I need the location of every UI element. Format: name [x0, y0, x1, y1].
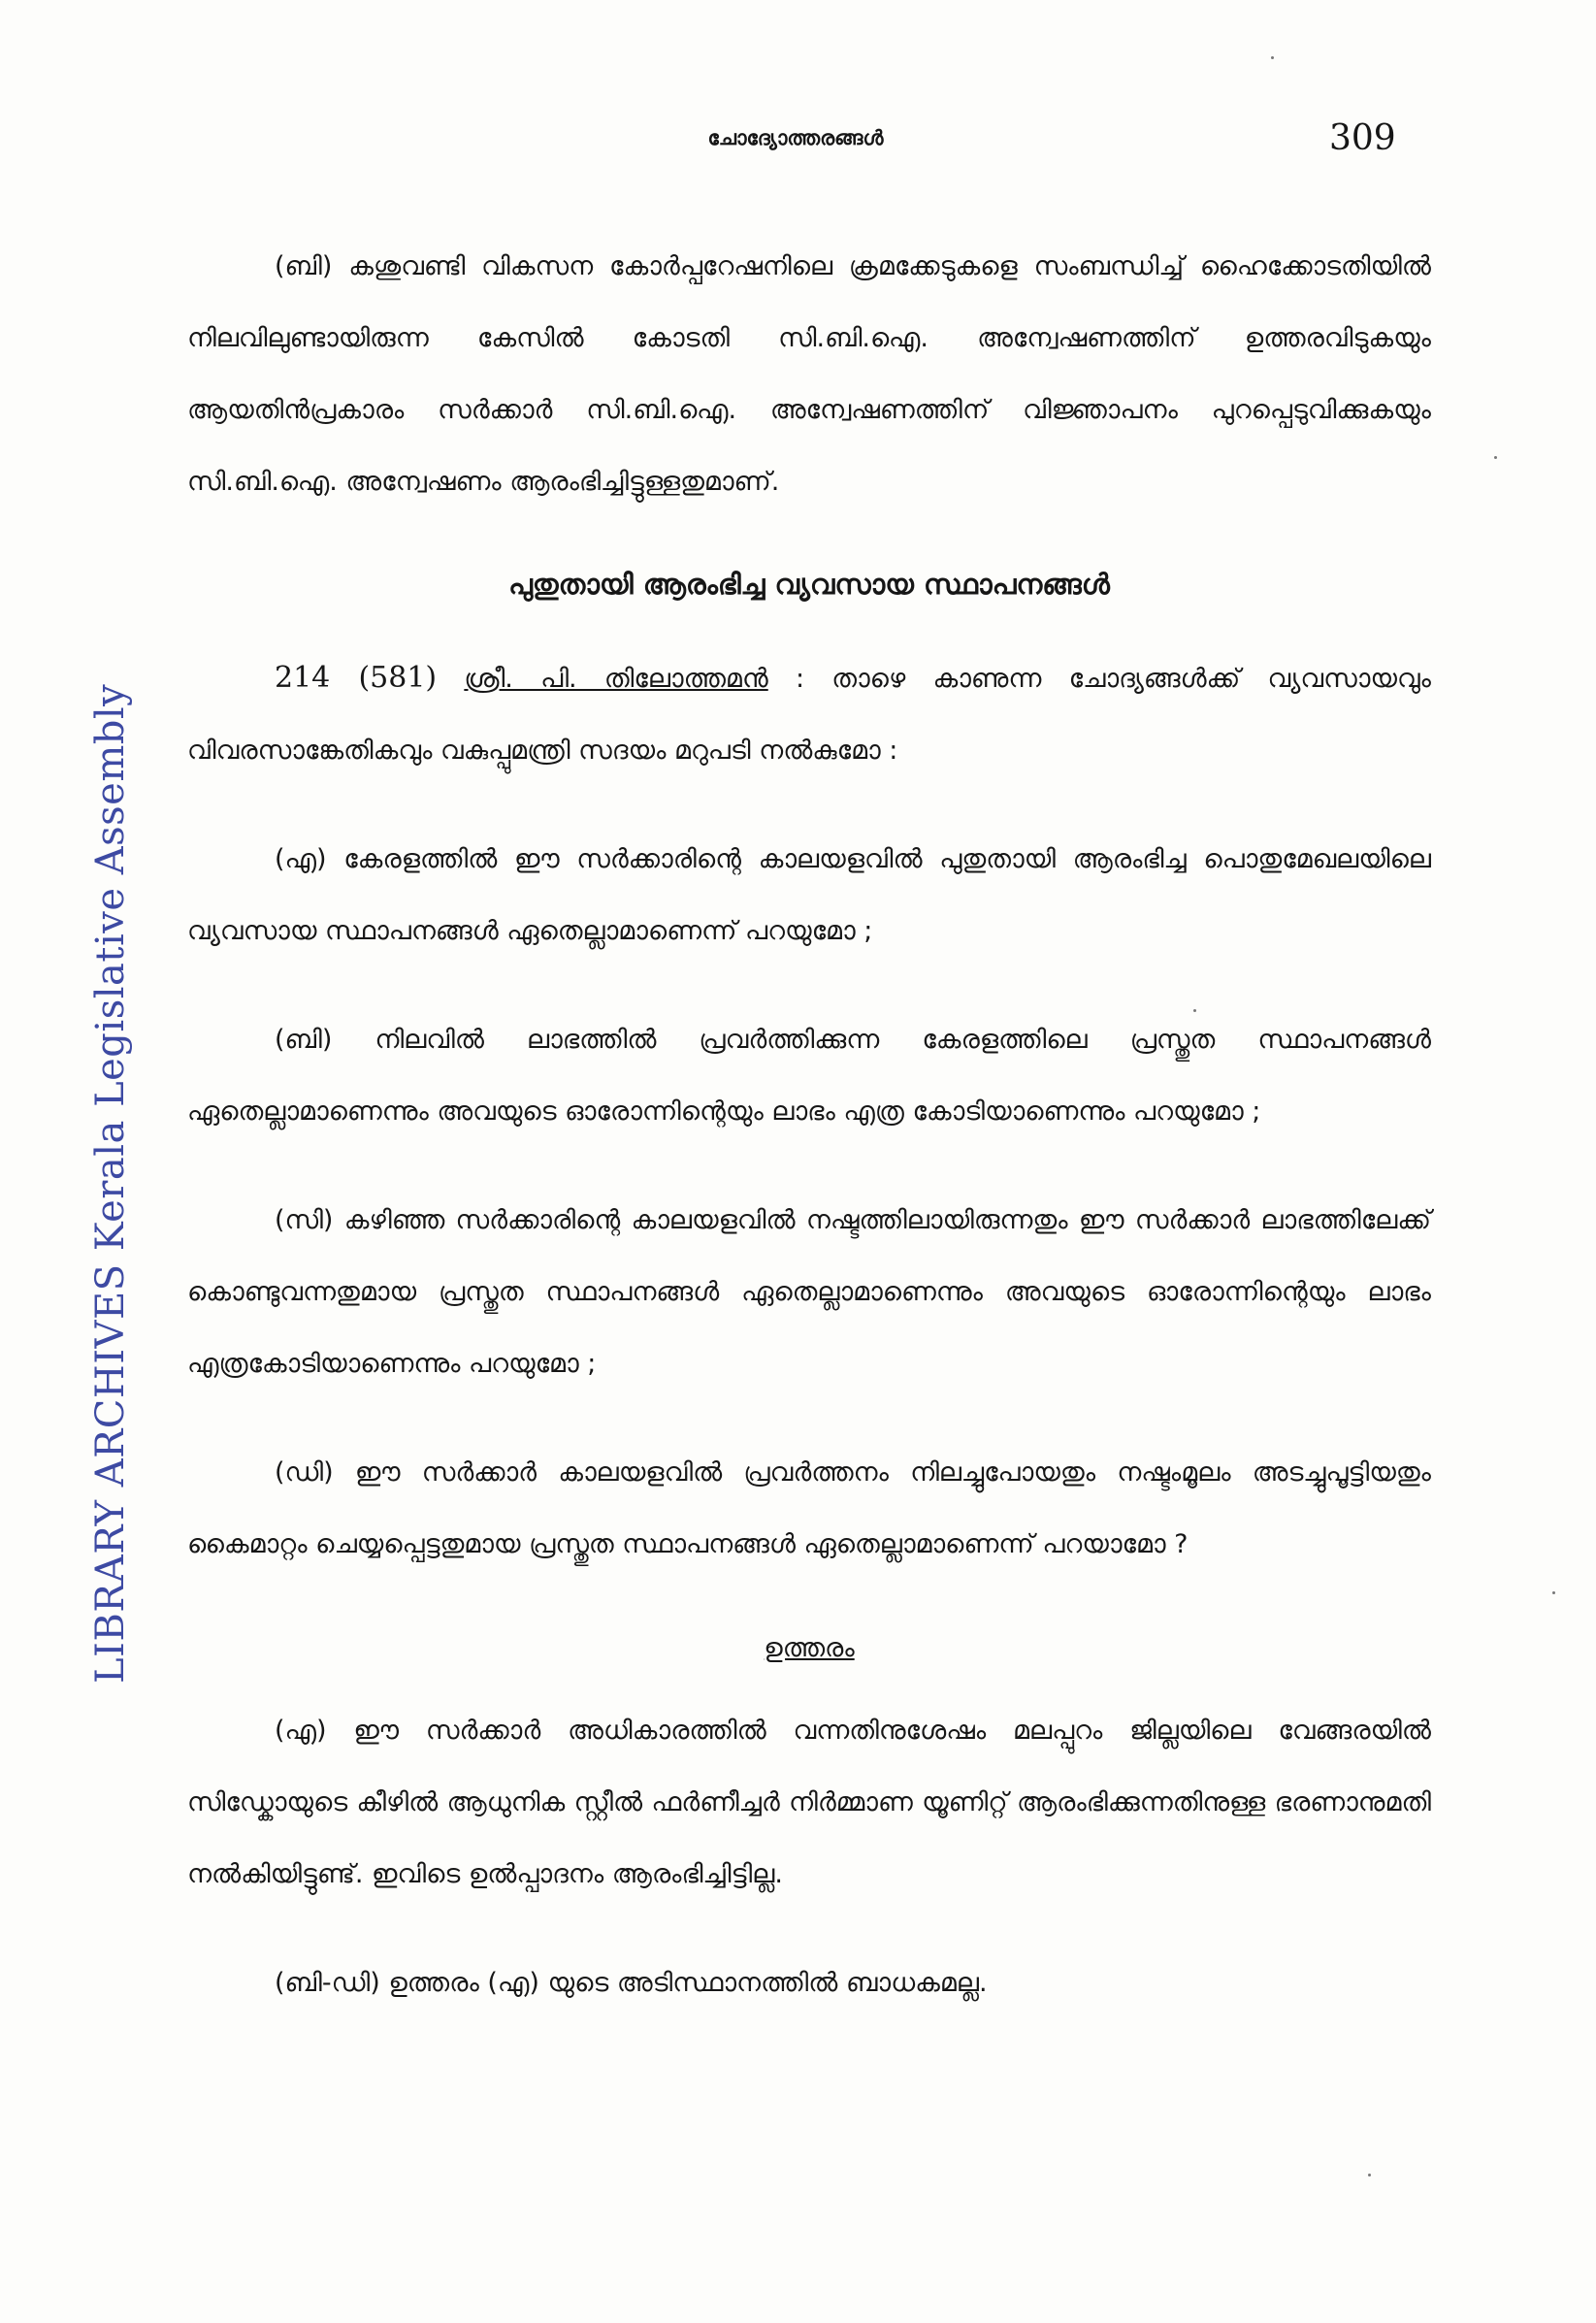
question-text: : താഴെ കാണുന്ന ചോദ്യങ്ങൾക്ക് വ്യവസായവും വിവരസാങ്കേതികവും വകുപ്പുമന്ത്രി സദയം മറുപടി നൽകുമോ :: [187, 664, 1431, 766]
scan-speck: [1368, 2174, 1371, 2176]
answer-part-a: (എ) ഈ സർക്കാർ അധികാരത്തിൽ വന്നതിനുശേഷം മലപ്പുറം ജില്ലയിലെ വേങ്ങരയിൽ സിഡ്കോയുടെ കീഴിൽ ആധുനിക സ്റ്റീൽ ഫർണീച്ചർ നിർമ്മാണ യൂണിറ്റ് ആരംഭിക്കുന്നതിനുള്ള ഭരണാനുമതി നൽകിയിട്ടുണ്ട്. ഇവിടെ ഉൽപ്പാദനം ആരംഭിച്ചിട്ടില്ല.: [187, 1716, 1431, 1889]
member-name: ശ്രീ. പി. തിലോത്തമൻ: [464, 664, 768, 694]
intro-paragraph: (ബി) കശുവണ്ടി വികസന കോർപ്പറേഷനിലെ ക്രമക്കേടുകളെ സംബന്ധിച്ച് ഹൈക്കോടതിയിൽ നിലവിലുണ്ടായിരുന്ന കേസിൽ കോടതി സി.ബി.ഐ. അന്വേഷണത്തിന് ഉത്തരവിടുകയും ആയതിൻപ്രകാരം സർക്കാർ സി.ബി.ഐ. അന്വേഷണത്തിന് വിജ്ഞാപനം പുറപ്പെടുവിക്കുകയും സി.ബി.ഐ. അന്വേഷണം ആരംഭിച്ചിട്ടുള്ളതുമാണ്.: [187, 251, 1431, 497]
page-number: 309: [1329, 118, 1396, 158]
scan-speck: [1271, 56, 1274, 59]
question-intro: [187, 642, 1431, 787]
archive-watermark: LIBRARY ARCHIVES Kerala Legislative Assembly: [88, 683, 133, 1684]
running-title: ചോദ്യോത്തരങ്ങൾ: [707, 126, 884, 149]
scan-speck: [1494, 456, 1497, 459]
scan-speck: [1552, 1591, 1555, 1594]
question-number: 214 (581): [275, 661, 438, 695]
document-body: [187, 231, 1431, 2056]
answer-heading: ഉത്തരം: [764, 1633, 855, 1663]
question-part-b: (ബി) നിലവിൽ ലാഭത്തിൽ പ്രവർത്തിക്കുന്ന കേരളത്തിലെ പ്രസ്തുത സ്ഥാപനങ്ങൾ ഏതെല്ലാമാണെന്നും അവയുടെ ഓരോന്നിന്റെയും ലാഭം എത്ര കോടിയാണെന്നും പറയുമോ ;: [187, 1025, 1431, 1127]
answer-part-b-d: (ബി-ഡി) ഉത്തരം (എ) യുടെ അടിസ്ഥാനത്തിൽ ബാധകമല്ല.: [275, 1968, 988, 1998]
question-part-c: (സി) കഴിഞ്ഞ സർക്കാരിന്റെ കാലയളവിൽ നഷ്ടത്തിലായിരുന്നതും ഈ സർക്കാർ ലാഭത്തിലേക്ക് കൊണ്ടുവന്നതുമായ പ്രസ്തുത സ്ഥാപനങ്ങൾ ഏതെല്ലാമാണെന്നും അവയുടെ ഓരോന്നിന്റെയും ലാഭം എത്രകോടിയാണെന്നും പറയുമോ ;: [187, 1205, 1431, 1379]
scan-speck: [1193, 1009, 1196, 1012]
question-part-d: (ഡി) ഈ സർക്കാർ കാലയളവിൽ പ്രവർത്തനം നിലച്ചുപോയതും നഷ്ടംമൂലം അടച്ചുപൂട്ടിയതും കൈമാറ്റം ചെയ്യപ്പെട്ടതുമായ പ്രസ്തുത സ്ഥാപനങ്ങൾ ഏതെല്ലാമാണെന്ന് പറയാമോ ?: [187, 1457, 1431, 1559]
question-part-a: (എ) കേരളത്തിൽ ഈ സർക്കാരിന്റെ കാലയളവിൽ പുതുതായി ആരംഭിച്ച പൊതുമേഖലയിലെ വ്യവസായ സ്ഥാപനങ്ങൾ ഏതെല്ലാമാണെന്ന് പറയുമോ ;: [187, 844, 1431, 946]
section-heading: പുതുതായി ആരംഭിച്ച വ്യവസായ സ്ഥാപനങ്ങൾ: [508, 568, 1110, 601]
